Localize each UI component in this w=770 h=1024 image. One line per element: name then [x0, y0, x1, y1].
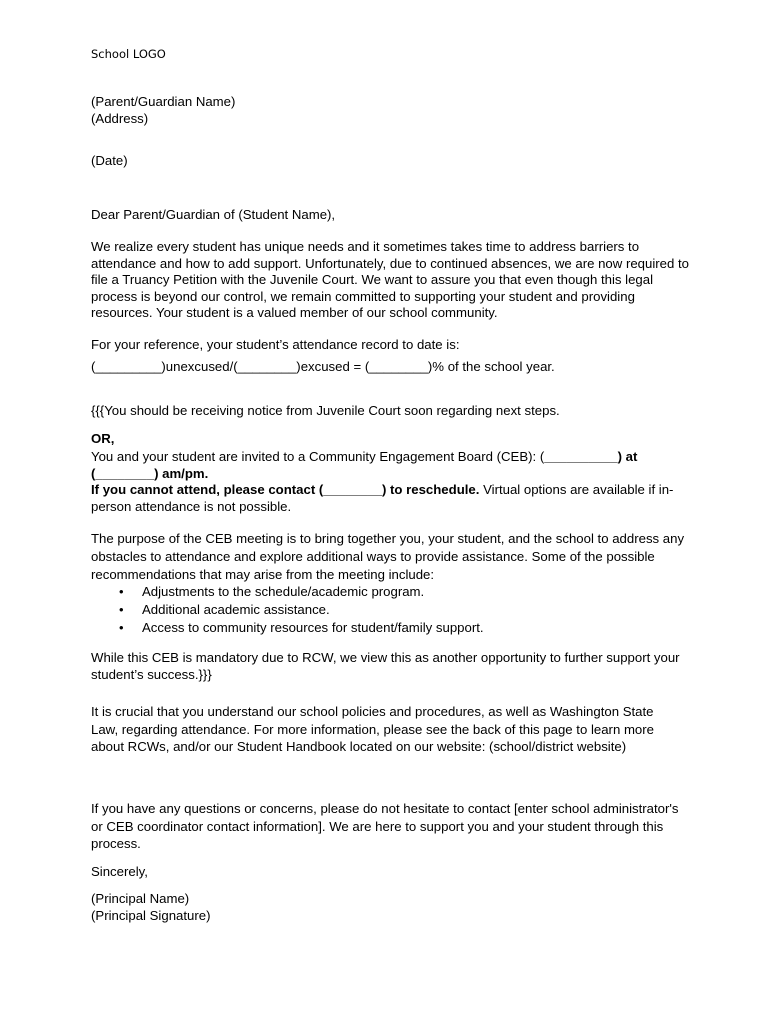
court-notice: {{{You should be receiving notice from Juvenile Court soon regarding next steps. — [91, 403, 560, 418]
school-logo-placeholder: School LOGO — [91, 47, 166, 61]
recipient-block — [91, 94, 691, 127]
or-label: OR, — [91, 431, 115, 446]
mandatory-paragraph: While this CEB is mandatory due to RCW, we view this as another opportunity to further support your student’s success.}}} — [91, 650, 680, 682]
list-item: • Adjustments to the schedule/academic program. — [91, 583, 691, 601]
recommendations-list — [91, 583, 691, 637]
ceb-invite-time: __________) at (________) am/pm. — [91, 449, 638, 481]
ceb-reschedule-text: If you cannot attend, please contact (________) to reschedule. — [91, 482, 480, 497]
salutation: Dear Parent/Guardian of (Student Name), — [91, 207, 336, 222]
ceb-virtual-text: Virtual options are available if in-person attendance is not possible. — [91, 482, 674, 514]
principal-signature: (Principal Signature) — [91, 907, 211, 923]
attendance-section — [91, 337, 691, 375]
intro-paragraph: We realize every student has unique needs and it sometimes takes time to address barriers to attendance and how to add support. Unfortunately, due to continued absences, we are now required to file a Truancy Petition with the Juvenile Court. We want to assure you that even though this legal process is beyond our control, we remain committed to supporting your student and providing resources. Your student is a valued member of our school community. — [91, 239, 689, 320]
recipient-address: (Address) — [91, 110, 149, 126]
letter-date: (Date) — [91, 153, 128, 168]
attendance-record: (_________)unexcused/(________)excused = (________)% of the school year. — [91, 358, 555, 374]
list-item: • Additional academic assistance. — [91, 601, 691, 619]
questions-paragraph: If you have any questions or concerns, please do not hesitate to contact [enter school administrator's or CEB coordinator contact information]. We are here to support you and your student through this process. — [91, 801, 679, 851]
principal-name: (Principal Name) — [91, 891, 190, 906]
purpose-paragraph: The purpose of the CEB meeting is to bring together you, your student, and the school to address any obstacles to attendance and explore additional ways to provide assistance. Some of the possible recommendations that may arise from the meeting include: — [91, 531, 685, 582]
closing: Sincerely, — [91, 864, 148, 879]
signature-block — [91, 891, 691, 924]
ceb-invite-text: You and your student are invited to a Community Engagement Board (CEB): ( — [91, 449, 545, 464]
list-item: • Access to community resources for student/family support. — [91, 619, 691, 637]
ceb-invite-paragraph — [91, 449, 681, 515]
attendance-intro: For your reference, your student’s attendance record to date is: — [91, 337, 460, 352]
recipient-name: (Parent/Guardian Name) — [91, 94, 236, 109]
policy-paragraph: It is crucial that you understand our school policies and procedures, as well as Washington State Law, regarding attendance. For more information, please see the back of this page to learn more about RCWs, and/or our Student Handbook located on our website: (school/district website) — [91, 704, 654, 754]
